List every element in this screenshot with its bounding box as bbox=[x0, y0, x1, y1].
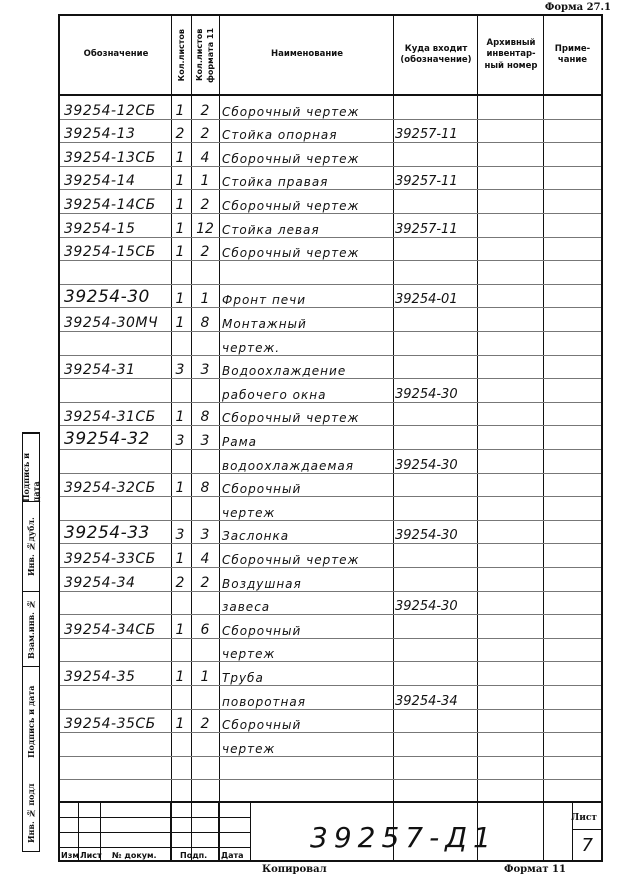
row-name bbox=[222, 757, 388, 781]
row-where bbox=[395, 356, 481, 380]
row-code: 39254-32 bbox=[64, 428, 150, 449]
row-format: 3 bbox=[200, 432, 210, 449]
row-sheets bbox=[170, 379, 190, 403]
table-row bbox=[60, 190, 601, 214]
row-code: 39254-15 bbox=[64, 220, 136, 237]
row-code bbox=[64, 639, 168, 663]
row-sheets: 1 bbox=[175, 149, 185, 166]
row-name: Сборочный bbox=[222, 623, 302, 638]
row-sheets bbox=[170, 497, 190, 521]
row-name: Сборочный чертеж bbox=[222, 151, 360, 166]
row-where bbox=[395, 143, 481, 167]
row-where bbox=[395, 615, 481, 639]
row-where bbox=[395, 662, 481, 686]
row-where: 39254-30 bbox=[395, 599, 458, 615]
row-where bbox=[395, 733, 481, 757]
row-format: 1 bbox=[200, 291, 210, 308]
row-format bbox=[192, 332, 218, 356]
row-name: поворотная bbox=[222, 694, 306, 709]
row-format bbox=[192, 450, 218, 474]
row-name: чертеж. bbox=[222, 340, 281, 355]
row-where bbox=[395, 238, 481, 262]
row-name: Заслонка bbox=[222, 529, 290, 544]
row-sheets bbox=[170, 686, 190, 710]
row-code bbox=[64, 450, 168, 474]
table-row bbox=[60, 403, 601, 427]
row-where: 39257-11 bbox=[395, 127, 458, 143]
table-row bbox=[60, 497, 601, 521]
row-where bbox=[395, 757, 481, 781]
row-code: 39254-30МЧ bbox=[64, 314, 159, 331]
sheet-number: 7 bbox=[581, 835, 593, 856]
row-code bbox=[64, 757, 168, 781]
row-code bbox=[64, 332, 168, 356]
form-number: Форма 27.1 bbox=[544, 2, 611, 13]
row-sheets: 1 bbox=[175, 480, 185, 497]
row-code: 39254-34 bbox=[64, 574, 136, 591]
title-block bbox=[60, 801, 601, 862]
table-row bbox=[60, 615, 601, 639]
table-row bbox=[60, 379, 601, 403]
row-where bbox=[395, 190, 481, 214]
sheet-label: Лист bbox=[571, 813, 597, 823]
row-sheets bbox=[170, 757, 190, 781]
header-sheets bbox=[172, 16, 192, 94]
row-code: 39254-31СБ bbox=[64, 409, 156, 426]
row-format: 2 bbox=[200, 244, 210, 261]
row-name: Сборочный bbox=[222, 482, 302, 497]
row-format: 4 bbox=[200, 149, 210, 166]
header-format bbox=[192, 16, 220, 94]
row-format: 2 bbox=[200, 196, 210, 213]
side-label-4: Подпись и дата bbox=[23, 666, 39, 777]
row-where bbox=[395, 710, 481, 734]
row-sheets: 1 bbox=[175, 220, 185, 237]
row-code bbox=[64, 733, 168, 757]
row-format bbox=[192, 261, 218, 285]
row-name: чертеж bbox=[222, 647, 276, 662]
table-row bbox=[60, 214, 601, 238]
table-row bbox=[60, 662, 601, 686]
spec-table bbox=[58, 14, 603, 862]
row-sheets: 1 bbox=[175, 668, 185, 685]
row-name: Сборочный чертеж bbox=[222, 104, 360, 119]
header-where: Куда входит (обозначение) bbox=[400, 43, 472, 65]
row-code: 39254-35 bbox=[64, 668, 136, 685]
row-sheets: 1 bbox=[175, 716, 185, 733]
row-format bbox=[192, 592, 218, 616]
row-sheets: 1 bbox=[175, 291, 185, 308]
table-row bbox=[60, 733, 601, 757]
row-where: 39257-11 bbox=[395, 174, 458, 190]
table-row bbox=[60, 356, 601, 380]
table-row bbox=[60, 450, 601, 474]
row-where: 39254-30 bbox=[395, 528, 458, 544]
row-sheets bbox=[170, 261, 190, 285]
table-row bbox=[60, 285, 601, 309]
side-stamp bbox=[22, 432, 40, 852]
row-name: Стойка правая bbox=[222, 175, 329, 190]
row-format bbox=[192, 733, 218, 757]
table-row bbox=[60, 686, 601, 710]
row-name bbox=[222, 261, 388, 285]
row-sheets: 1 bbox=[175, 173, 185, 190]
table-row bbox=[60, 120, 601, 144]
document-number: 39257-Д1 bbox=[310, 821, 497, 854]
doc-label: № докум. bbox=[112, 851, 157, 860]
table-row bbox=[60, 167, 601, 191]
row-name: водоохлаждаемая bbox=[222, 458, 354, 473]
table-row bbox=[60, 426, 601, 450]
row-code bbox=[64, 592, 168, 616]
row-code: 39254-14 bbox=[64, 173, 136, 190]
row-sheets: 1 bbox=[175, 196, 185, 213]
row-sheets: 3 bbox=[175, 432, 185, 449]
row-where bbox=[395, 403, 481, 427]
row-code: 39254-35СБ bbox=[64, 716, 156, 733]
row-code: 39254-33 bbox=[64, 523, 150, 544]
table-row bbox=[60, 143, 601, 167]
row-sheets bbox=[170, 639, 190, 663]
row-where bbox=[395, 261, 481, 285]
format-label: Формат 11 bbox=[504, 864, 566, 875]
header-name: Наименование bbox=[271, 49, 343, 60]
row-format bbox=[192, 639, 218, 663]
side-label-1: Подпись и дата bbox=[23, 433, 39, 502]
row-format bbox=[192, 757, 218, 781]
row-sheets: 1 bbox=[175, 314, 185, 331]
list-label: Лист bbox=[80, 851, 102, 860]
row-name: Стойка левая bbox=[222, 222, 320, 237]
row-where bbox=[395, 497, 481, 521]
row-name: завеса bbox=[222, 600, 271, 615]
header-sheets-text: Кол.листов bbox=[176, 28, 186, 82]
table-row bbox=[60, 308, 601, 332]
row-code: 39254-30 bbox=[64, 287, 150, 308]
table-row bbox=[60, 568, 601, 592]
header-format-text: Кол.листов формата 11 bbox=[195, 27, 215, 83]
row-where bbox=[395, 544, 481, 568]
table-row bbox=[60, 521, 601, 545]
row-format: 8 bbox=[200, 480, 210, 497]
row-name: Сборочный чертеж bbox=[222, 246, 360, 261]
row-sheets: 1 bbox=[175, 550, 185, 567]
row-format: 1 bbox=[200, 668, 210, 685]
row-code: 39254-13 bbox=[64, 126, 136, 143]
table-row bbox=[60, 474, 601, 498]
change-columns bbox=[60, 803, 251, 862]
row-sheets bbox=[170, 332, 190, 356]
table-row bbox=[60, 238, 601, 262]
row-format bbox=[192, 686, 218, 710]
row-where: 39254-01 bbox=[395, 292, 458, 308]
row-code: 39254-34СБ bbox=[64, 621, 156, 638]
table-row bbox=[60, 710, 601, 734]
row-name: Фронт печи bbox=[222, 293, 307, 308]
row-code: 39254-12СБ bbox=[64, 102, 156, 119]
podp-label: Подп. bbox=[180, 851, 208, 860]
row-format: 3 bbox=[200, 362, 210, 379]
row-sheets bbox=[170, 733, 190, 757]
row-sheets bbox=[170, 450, 190, 474]
row-where bbox=[395, 96, 481, 120]
row-where bbox=[395, 308, 481, 332]
row-format: 6 bbox=[200, 621, 210, 638]
row-name: Сборочный чертеж bbox=[222, 552, 360, 567]
row-where bbox=[395, 332, 481, 356]
row-format bbox=[192, 497, 218, 521]
row-code bbox=[64, 497, 168, 521]
row-code: 39254-14СБ bbox=[64, 196, 156, 213]
row-sheets: 2 bbox=[175, 574, 185, 591]
row-where: 39254-30 bbox=[395, 457, 458, 473]
row-sheets bbox=[170, 592, 190, 616]
row-sheets: 3 bbox=[175, 527, 185, 544]
row-sheets: 1 bbox=[175, 409, 185, 426]
row-code: 39254-13СБ bbox=[64, 149, 156, 166]
row-format: 2 bbox=[200, 126, 210, 143]
row-name: Рама bbox=[222, 434, 257, 449]
row-name: Воздушная bbox=[222, 576, 302, 591]
row-format: 2 bbox=[200, 716, 210, 733]
row-sheets: 2 bbox=[175, 126, 185, 143]
data-label: Дата bbox=[221, 851, 244, 860]
row-format: 2 bbox=[200, 102, 210, 119]
row-name: Сборочный чертеж bbox=[222, 198, 360, 213]
row-name: Монтажный bbox=[222, 316, 307, 331]
row-sheets: 1 bbox=[175, 102, 185, 119]
table-row bbox=[60, 261, 601, 285]
row-code bbox=[64, 379, 168, 403]
row-code: 39254-15СБ bbox=[64, 244, 156, 261]
row-format: 2 bbox=[200, 574, 210, 591]
row-format bbox=[192, 379, 218, 403]
row-sheets: 1 bbox=[175, 621, 185, 638]
row-format: 4 bbox=[200, 550, 210, 567]
row-format: 8 bbox=[200, 314, 210, 331]
table-row bbox=[60, 639, 601, 663]
row-format: 3 bbox=[200, 527, 210, 544]
row-where bbox=[395, 568, 481, 592]
row-where: 39257-11 bbox=[395, 221, 458, 237]
row-name: Труба bbox=[222, 670, 264, 685]
row-name: Сборочный чертеж bbox=[222, 411, 360, 426]
row-sheets: 1 bbox=[175, 244, 185, 261]
table-row bbox=[60, 332, 601, 356]
row-where: 39254-34 bbox=[395, 693, 458, 709]
row-sheets: 3 bbox=[175, 362, 185, 379]
row-format: 12 bbox=[196, 220, 214, 237]
row-name: чертеж bbox=[222, 505, 276, 520]
row-format: 8 bbox=[200, 409, 210, 426]
row-where bbox=[395, 426, 481, 450]
table-row bbox=[60, 544, 601, 568]
row-name: Стойка опорная bbox=[222, 128, 338, 143]
table-row bbox=[60, 592, 601, 616]
row-name: Сборочный bbox=[222, 718, 302, 733]
header-note: Приме-чание bbox=[554, 43, 591, 65]
header-code: Обозначение bbox=[83, 49, 149, 60]
row-code: 39254-33СБ bbox=[64, 550, 156, 567]
table-header bbox=[60, 16, 601, 96]
table-row bbox=[60, 96, 601, 120]
row-where bbox=[395, 474, 481, 498]
header-archive: Архивный инвентар-ный номер bbox=[484, 37, 538, 71]
row-format: 1 bbox=[200, 173, 210, 190]
copied-label: Копировал bbox=[262, 864, 327, 875]
row-name: рабочего окна bbox=[222, 387, 327, 402]
row-where bbox=[395, 639, 481, 663]
row-code: 39254-32СБ bbox=[64, 480, 156, 497]
side-label-3: Взам.инв. № bbox=[23, 591, 39, 667]
row-code bbox=[64, 686, 168, 710]
row-where: 39254-30 bbox=[395, 386, 458, 402]
side-label-5: Инв. № подл bbox=[26, 783, 36, 843]
table-row bbox=[60, 757, 601, 781]
izm-label: Изм bbox=[61, 851, 79, 860]
row-name: Водоохлаждение bbox=[222, 364, 347, 379]
row-code: 39254-31 bbox=[64, 362, 136, 379]
side-label-2: Инв. №дубл. bbox=[23, 501, 39, 592]
row-name: чертеж bbox=[222, 741, 276, 756]
row-code bbox=[64, 261, 168, 285]
